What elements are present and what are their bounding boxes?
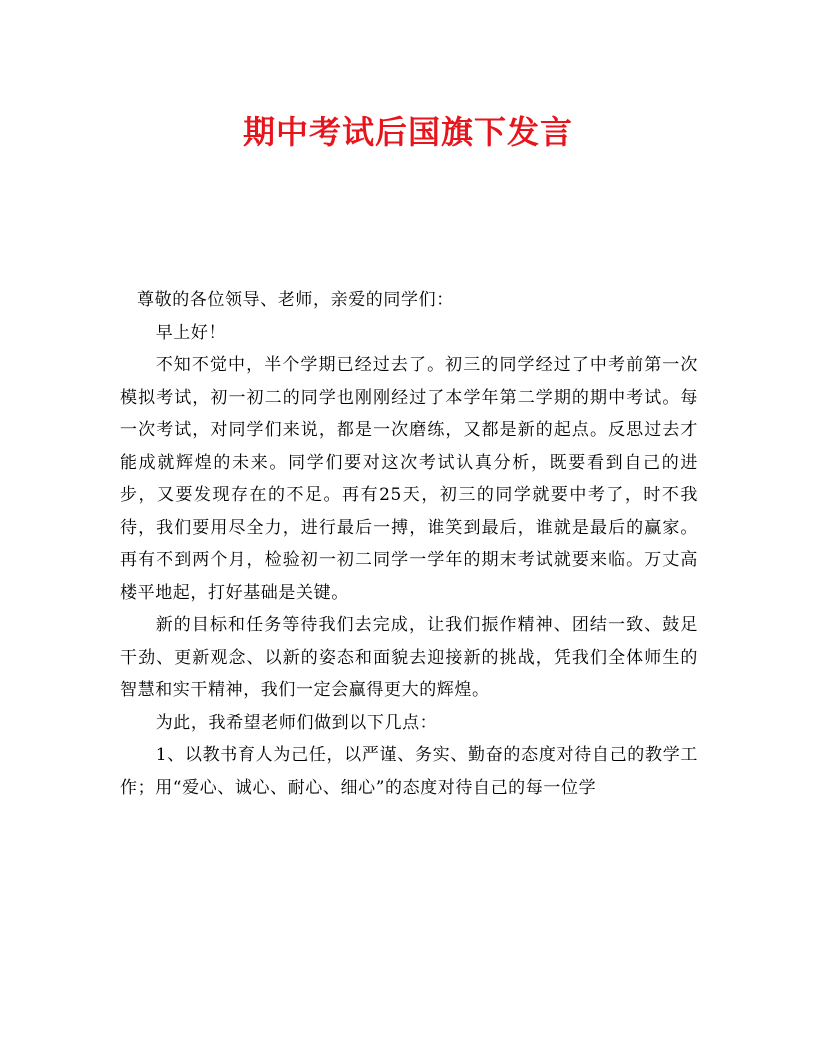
greeting-paragraph: 早上好！ bbox=[155, 322, 227, 343]
body-paragraph: 新的目标和任务等待我们去完成，让我们振作精神、团结一致、鼓足干劲、更新观念、以新的姿态和面貌去迎接新的挑战，凭我们全体师生的智慧和实干精神，我们一定会赢得更大的辉煌。 bbox=[120, 615, 698, 700]
body-paragraph: 为此，我希望老师们做到以下几点： bbox=[155, 712, 438, 733]
salutation-paragraph: 尊敬的各位领导、老师，亲爱的同学们： bbox=[137, 290, 454, 310]
document-body bbox=[120, 284, 698, 804]
body-paragraph: 不知不觉中，半个学期已经过去了。初三的同学经过了中考前第一次模拟考试，初一初二的同学也刚刚经过了本学年第二学期的期中考试。每一次考试，对同学们来说，都是一次磨练，又都是新的起点。反思过去才能成就辉煌的未来。同学们要对这次考试认真分析，既要看到自己的进步，又要发现存在的不足。再有25天，初三的同学就要中考了，时不我待，我们要用尽全力，进行最后一搏，谁笑到最后，谁就是最后的赢家。再有不到两个月，检验初一初二同学一学年的期末考试就要来临。万丈高楼平地起，打好基础是关键。 bbox=[120, 355, 698, 603]
document-title: 期中考试后国旗下发言 bbox=[242, 113, 573, 151]
body-paragraph: 1、以教书育人为己任，以严谨、务实、勤奋的态度对待自己的教学工作；用“爱心、诚心、耐心、细心”的态度对待自己的每一位学 bbox=[120, 745, 698, 798]
